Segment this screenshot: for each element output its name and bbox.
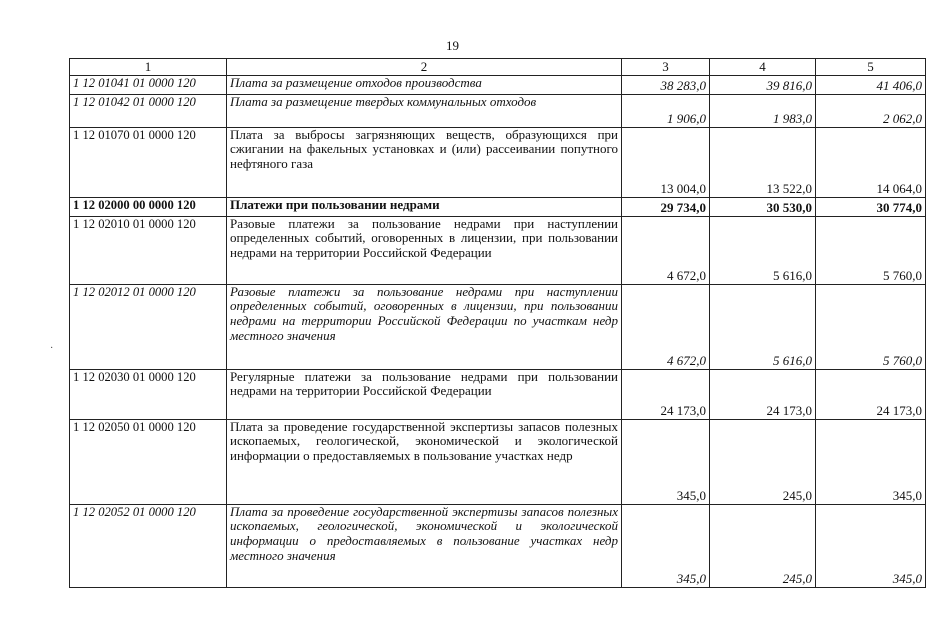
- table-row: [70, 216, 926, 284]
- table-row: [70, 197, 926, 216]
- row-name: Платежи при пользовании недрами: [227, 197, 622, 216]
- value-col-5: 14 064,0: [816, 127, 926, 197]
- value-col-3: 38 283,0: [622, 75, 710, 94]
- value-col-5: 30 774,0: [816, 197, 926, 216]
- table-row: [70, 94, 926, 127]
- header-cell: 3: [622, 59, 710, 76]
- value-col-4: 245,0: [710, 419, 816, 504]
- stray-mark: ·: [50, 343, 54, 354]
- value-col-5: 5 760,0: [816, 216, 926, 284]
- value-col-4: 24 173,0: [710, 369, 816, 419]
- value-col-5: 24 173,0: [816, 369, 926, 419]
- row-code: 1 12 02000 00 0000 120: [70, 197, 227, 216]
- value-col-4: 245,0: [710, 504, 816, 587]
- value-col-5: 5 760,0: [816, 284, 926, 369]
- value-col-5: 345,0: [816, 419, 926, 504]
- table-row: [70, 369, 926, 419]
- page-number: 19: [446, 38, 459, 53]
- row-name: Плата за выбросы загрязняющих веществ, образующихся при сжигании на факельных установках и (или) рассеивании попутного нефтяного газа: [227, 127, 622, 197]
- value-col-3: 345,0: [622, 504, 710, 587]
- value-col-5: 41 406,0: [816, 75, 926, 94]
- table-header-row: [70, 59, 926, 76]
- row-name: Регулярные платежи за пользование недрами при пользовании недрами на территории Российской Федерации: [227, 369, 622, 419]
- value-col-4: 30 530,0: [710, 197, 816, 216]
- table-row: [70, 127, 926, 197]
- row-code: 1 12 02012 01 0000 120: [70, 284, 227, 369]
- row-name: Разовые платежи за пользование недрами при наступлении определенных событий, оговоренных в лицензии, при пользовании недрами на территории Российской Федерации по участкам недр местного значения: [227, 284, 622, 369]
- value-col-3: 4 672,0: [622, 216, 710, 284]
- row-name: Разовые платежи за пользование недрами при наступлении определенных событий, оговоренных в лицензии, при пользовании недрами на территории Российской Федерации: [227, 216, 622, 284]
- value-col-3: 1 906,0: [622, 94, 710, 127]
- value-col-3: 24 173,0: [622, 369, 710, 419]
- row-code: 1 12 01042 01 0000 120: [70, 94, 227, 127]
- header-cell: 4: [710, 59, 816, 76]
- row-code: 1 12 02052 01 0000 120: [70, 504, 227, 587]
- row-name: Плата за размещение отходов производства: [227, 75, 622, 94]
- value-col-4: 1 983,0: [710, 94, 816, 127]
- row-code: 1 12 01070 01 0000 120: [70, 127, 227, 197]
- value-col-3: 345,0: [622, 419, 710, 504]
- value-col-5: 2 062,0: [816, 94, 926, 127]
- value-col-4: 13 522,0: [710, 127, 816, 197]
- row-code: 1 12 02030 01 0000 120: [70, 369, 227, 419]
- value-col-3: 29 734,0: [622, 197, 710, 216]
- value-col-4: 5 616,0: [710, 216, 816, 284]
- row-code: 1 12 02010 01 0000 120: [70, 216, 227, 284]
- value-col-4: 39 816,0: [710, 75, 816, 94]
- table-row: [70, 75, 926, 94]
- row-name: Плата за проведение государственной экспертизы запасов полезных ископаемых, геологической, экономической и экологической информации о предоставляемых в пользование участках недр: [227, 419, 622, 504]
- value-col-3: 13 004,0: [622, 127, 710, 197]
- table-row: [70, 419, 926, 504]
- row-code: 1 12 02050 01 0000 120: [70, 419, 227, 504]
- table-row: [70, 284, 926, 369]
- row-name: Плата за проведение государственной экспертизы запасов полезных ископаемых, геологической, экономической и экологической информации о предоставляемых в пользование участках недр местного значения: [227, 504, 622, 587]
- value-col-5: 345,0: [816, 504, 926, 587]
- row-name: Плата за размещение твердых коммунальных отходов: [227, 94, 622, 127]
- header-cell: 5: [816, 59, 926, 76]
- header-cell: 1: [70, 59, 227, 76]
- value-col-3: 4 672,0: [622, 284, 710, 369]
- value-col-4: 5 616,0: [710, 284, 816, 369]
- header-cell: 2: [227, 59, 622, 76]
- row-code: 1 12 01041 01 0000 120: [70, 75, 227, 94]
- table-row: [70, 504, 926, 587]
- budget-table: [69, 58, 926, 588]
